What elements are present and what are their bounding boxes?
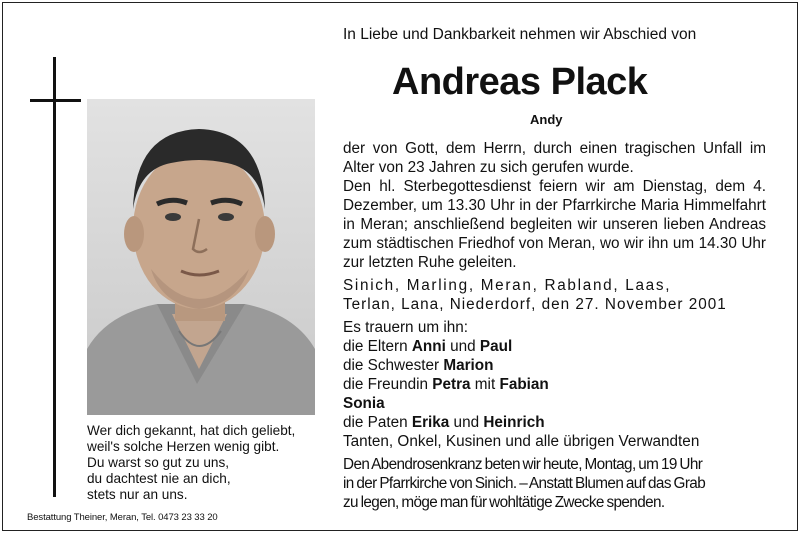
places-line-1: Sinich, Marling, Meran, Rabland, Laas, [343,277,672,294]
verse-block [87,423,327,503]
portrait-photo [87,99,315,415]
mourner-name: Paul [479,338,513,355]
verse-line: du dachtest nie an dich, [87,471,231,486]
closing-line: in der Pfarrkirche von Sinich. – Anstatt Blumen auf das Grab [343,475,706,492]
mourner-godparents [343,413,766,432]
mourner-sonia [343,394,766,413]
mourner-name: Marion [443,357,494,374]
notice-body [343,139,766,512]
deceased-nickname: Andy [530,112,563,127]
closing-line: zu legen, möge man für wohltätige Zwecke spenden. [343,494,665,511]
paragraph-death: der von Gott, dem Herrn, durch einen tragischen Unfall im Alter von 23 Jahren zu sich gerufen wurde. [343,140,766,176]
mourner-name: Heinrich [483,414,545,431]
mourners-list [343,318,766,451]
closing-block [343,455,766,512]
mourner-name: Sonia [343,395,385,412]
mourner-name: Fabian [499,376,549,393]
intro-line: In Liebe und Dankbarkeit nehmen wir Abschied von [343,26,697,43]
mourner-conjunction: und [449,414,484,431]
cross-icon-bar [30,99,81,102]
portrait-illustration [87,99,315,415]
verse-line: stets nur an uns. [87,487,188,502]
verse-line: Du warst so gut zu uns, [87,455,230,470]
closing-line: Den Abendrosenkranz beten wir heute, Montag, um 19 Uhr [343,456,703,473]
mourner-relatives: Tanten, Onkel, Kusinen und alle übrigen Verwandten [343,433,700,450]
mourner-sister [343,356,766,375]
places-line-2: Terlan, Lana, Niederdorf, den 27. November 2001 [343,296,727,313]
paragraph-funeral: Den hl. Sterbegottesdienst feiern wir am Dienstag, dem 4. Dezember, um 13.30 Uhr in der Pfarrkirche Maria Himmelfahrt in Meran; anschließend begleiten wir unseren lieben Andreas zum städtischen Friedhof von Meran, wo wir ihn um 14.30 Uhr zur letzten Ruhe geleiten. [343,178,766,271]
verse-line: weil's solche Herzen wenig gibt. [87,439,280,454]
mourner-label: die Freundin [343,376,433,393]
mourner-parents [343,337,766,356]
mourner-name: Erika [411,414,450,431]
undertaker-credit: Bestattung Theiner, Meran, Tel. 0473 23 33 20 [27,512,218,523]
mourner-label: die Eltern [343,338,412,355]
cross-icon [53,57,56,497]
mourners-intro: Es trauern um ihn: [343,319,468,336]
deceased-name: Andreas Plack [392,61,648,103]
mourner-girlfriend [343,375,766,394]
mourner-name: Anni [411,338,446,355]
mourner-label: die Paten [343,414,412,431]
verse-line: Wer dich gekannt, hat dich geliebt, [87,423,296,438]
mourner-label: die Schwester [343,357,444,374]
mourner-conjunction: mit [470,376,500,393]
mourner-name: Petra [432,376,471,393]
mourner-conjunction: und [445,338,480,355]
